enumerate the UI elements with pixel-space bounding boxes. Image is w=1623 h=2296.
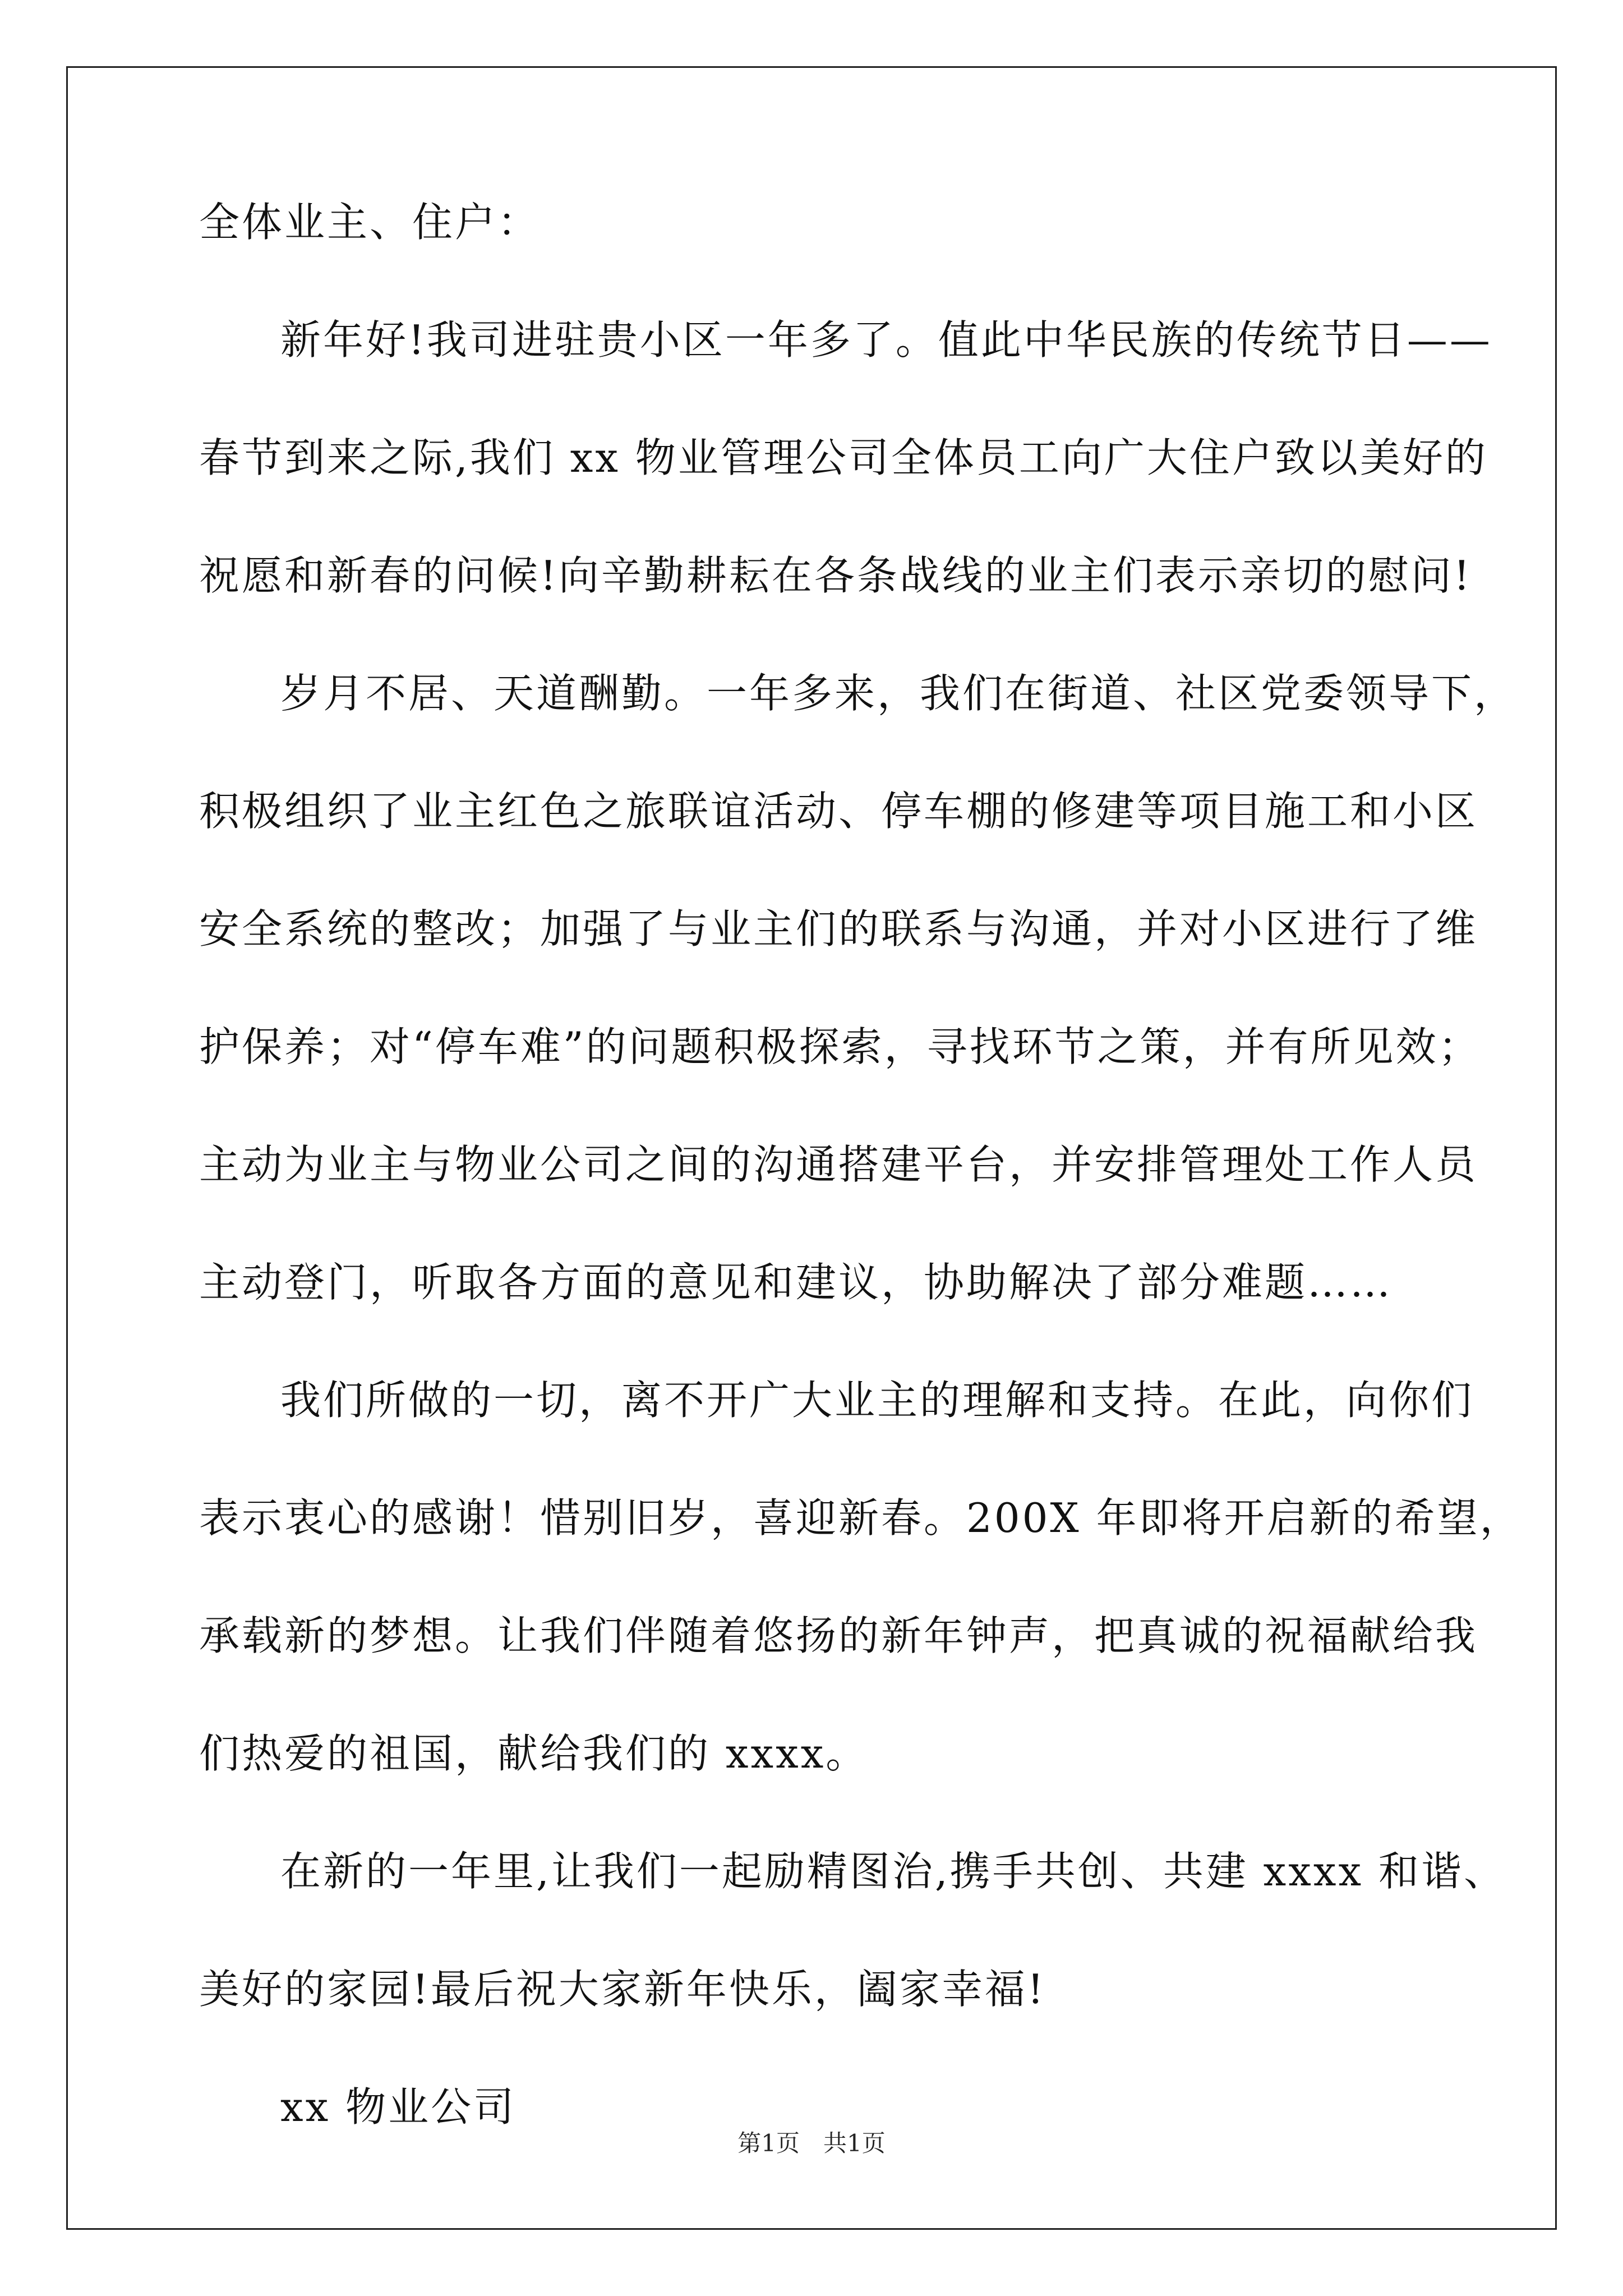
body-text-line: 新年好!我司进驻贵小区一年多了。值此中华民族的传统节日—— [280, 316, 1492, 364]
body-text-line: 我们所做的一切，离不开广大业主的理解和支持。在此，向你们 [280, 1377, 1474, 1424]
body-text-line: 美好的家园!最后祝大家新年快乐，阖家幸福! [199, 1966, 1046, 2013]
body-text-line: 在新的一年里,让我们一起励精图治,携手共创、共建 xxxx 和谐、 [280, 1848, 1506, 1895]
body-text-line: 承载新的梦想。让我们伴随着悠扬的新年钟声，把真诚的祝福献给我 [199, 1612, 1478, 1659]
body-text-line: 祝愿和新春的问候!向辛勤耕耘在各条战线的业主们表示亲切的慰问! [199, 552, 1472, 599]
page-footer: 第1页 共1页 [737, 2129, 886, 2157]
body-paragraphs [199, 316, 1523, 2013]
body-text-line: 护保养；对“停车难”的问题积极探索，寻找环节之策，并有所见效； [199, 1023, 1481, 1070]
greeting-line: 全体业主、住户： [199, 199, 541, 246]
body-text-line: 积极组织了业主红色之旅联谊活动、停车棚的修建等项目施工和小区 [199, 788, 1478, 835]
body-text-line: 表示衷心的感谢！惜别旧岁，喜迎新春。200X 年即将开启新的希望， [199, 1494, 1523, 1542]
body-text-line: 们热爱的祖国，献给我们的 xxxx。 [199, 1730, 869, 1777]
body-text-line: 主动为业主与物业公司之间的沟通搭建平台，并安排管理处工作人员 [199, 1141, 1478, 1188]
body-text-line: 春节到来之际,我们 xx 物业管理公司全体员工向广大住户致以美好的 [199, 434, 1488, 481]
body-text-line: 安全系统的整改；加强了与业主们的联系与沟通，并对小区进行了维 [199, 905, 1478, 953]
body-text-line: 主动登门，听取各方面的意见和建议，协助解决了部分难题…… [199, 1259, 1393, 1306]
document-body [199, 199, 1523, 2205]
body-text-line: 岁月不居、天道酬勤。一年多来，我们在街道、社区党委领导下， [280, 670, 1517, 717]
signature-line: xx 物业公司 [280, 2083, 517, 2131]
